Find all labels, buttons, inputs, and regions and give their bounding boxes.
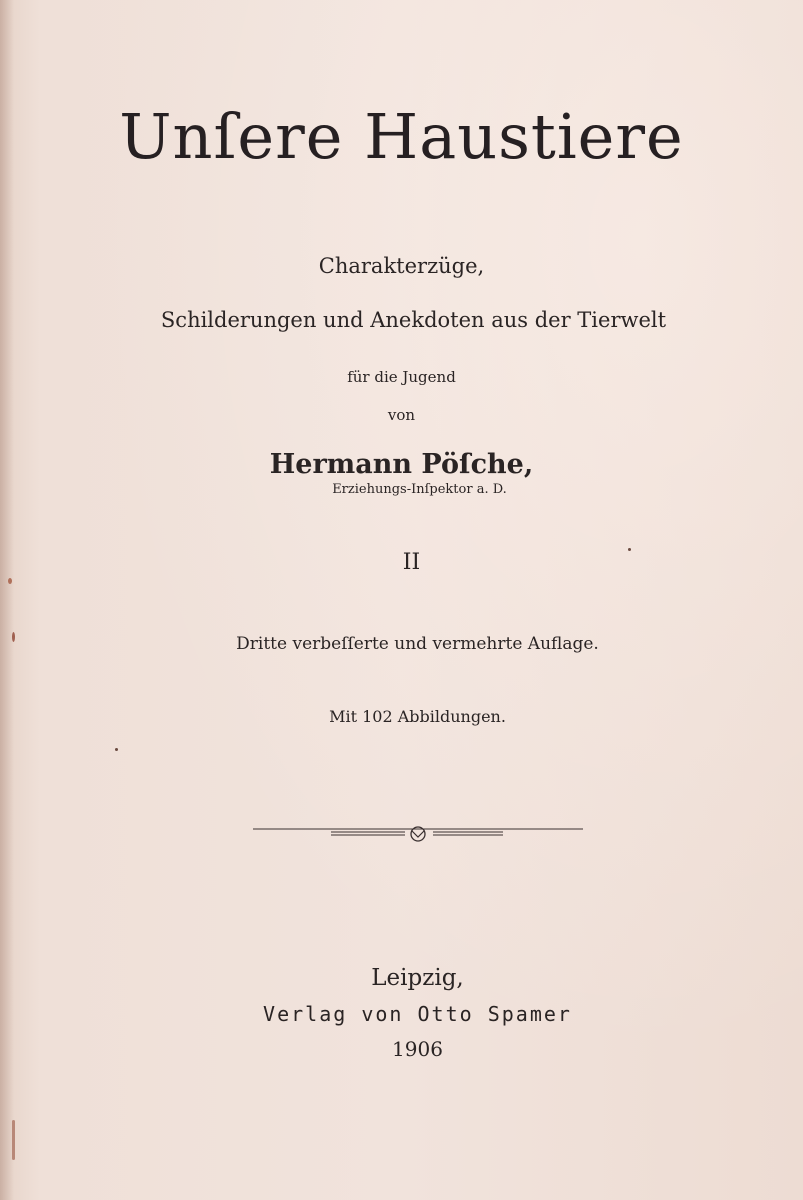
publisher-name: Verlag von Otto Spamer	[263, 1002, 572, 1026]
publication-place: Leipzig,	[371, 965, 464, 991]
paper-speck	[8, 578, 12, 584]
spine-shadow	[0, 0, 14, 1200]
volume-number: II	[402, 550, 421, 575]
illustrations-note: Mit 102 Abbildungen.	[329, 707, 506, 726]
edition-text: Dritte verbeſſerte und vermehrte Auflage.	[236, 634, 599, 654]
publication-year: 1906	[392, 1037, 443, 1061]
subtitle-line-2: Schilderungen und Anekdoten aus der Tierwelt	[160, 308, 667, 332]
audience-text: für die Jugend	[347, 368, 456, 386]
paper-speck	[12, 632, 15, 642]
author-position: Erziehungs-Inſpektor a. D.	[332, 482, 507, 497]
ornamental-rule	[253, 820, 583, 844]
author-name: Hermann Pöſche,	[269, 449, 534, 480]
subtitle-line-1: Charakterzüge,	[318, 254, 485, 278]
paper-speck	[628, 548, 631, 551]
book-title: Unſere Haustiere	[119, 100, 684, 173]
by-text: von	[387, 406, 416, 424]
paper-speck	[12, 1120, 15, 1160]
paper-speck	[115, 748, 118, 751]
